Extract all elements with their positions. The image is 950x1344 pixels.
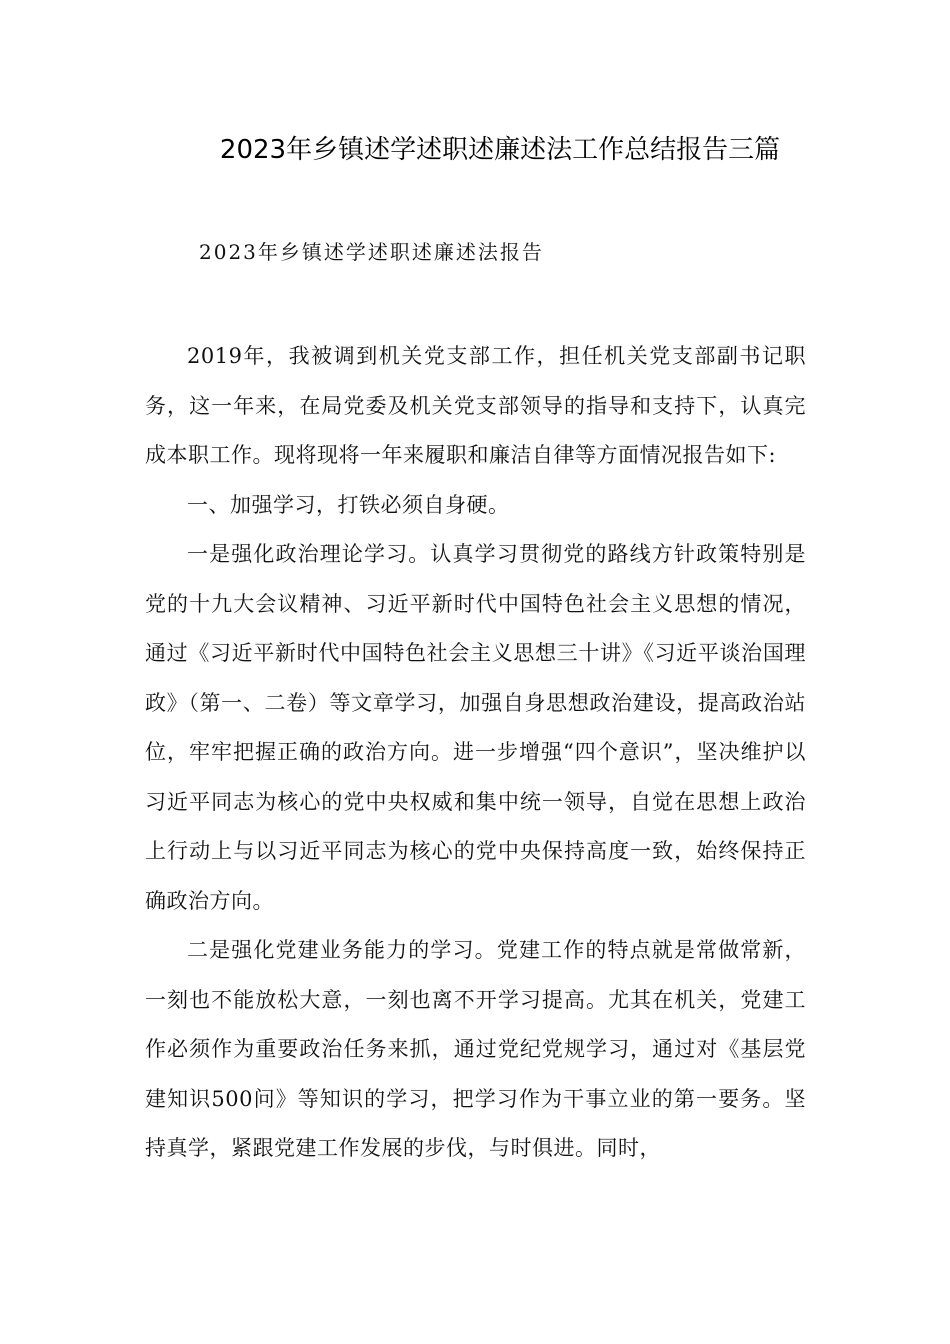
document-body (145, 332, 806, 1174)
paragraph-party-building-study: 二是强化党建业务能力的学习。党建工作的特点就是常做常新，一刻也不能放松大意，一刻也离不开学习提高。尤其在机关，党建工作必须作为重要政治任务来抓，通过党纪党规学习，通过对《基层党建知识500问》等知识的学习，把学习作为干事立业的第一要务。坚持真学，紧跟党建工作发展的步伐，与时俱进。同时， (145, 938, 806, 1160)
document-title: 2023年乡镇述学述职述廉述法工作总结报告三篇 (219, 135, 781, 165)
paragraph-section-heading: 一、加强学习，打铁必须自身硬。 (187, 492, 510, 517)
paragraph-intro: 2019年，我被调到机关党支部工作，担任机关党支部副书记职务，这一年来，在局党委及机关党支部领导的指导和支持下，认真完成本职工作。现将现将一年来履职和廉洁自律等方面情况报告如下: (145, 344, 806, 467)
paragraph-political-study: 一是强化政治理论学习。认真学习贯彻党的路线方针政策特别是党的十九大会议精神、习近平新时代中国特色社会主义思想的情况，通过《习近平新时代中国特色社会主义思想三十讲》《习近平谈治国理政》（第一、二卷）等文章学习，加强自身思想政治建设，提高政治站位，牢牢把握正确的政治方向。进一步增强“四个意识”，坚决维护以习近平同志为核心的党中央权威和集中统一领导，自觉在思想上政治上行动上与以习近平同志为核心的党中央保持高度一致，始终保持正确政治方向。 (145, 542, 806, 913)
report-subtitle: 2023年乡镇述学述职述廉述法报告 (199, 240, 544, 264)
